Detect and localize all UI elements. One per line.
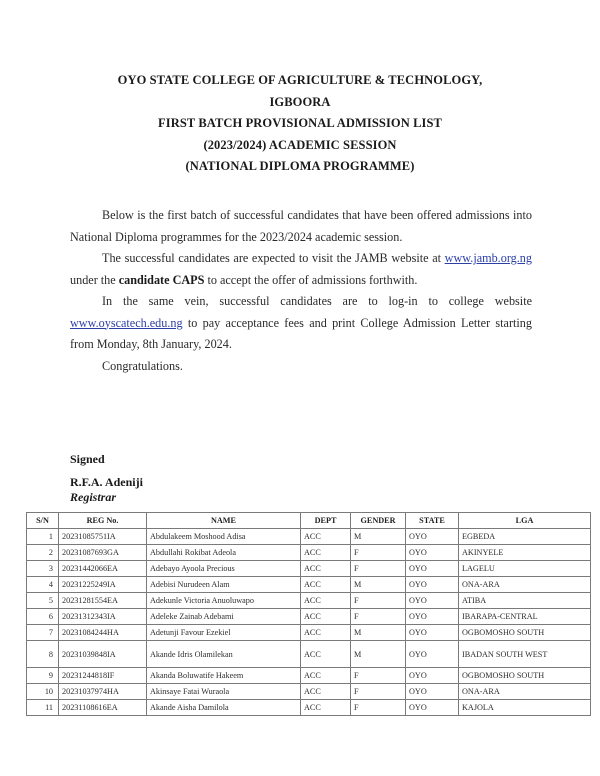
cell-sn: 3: [27, 561, 59, 577]
header-state: STATE: [406, 513, 459, 529]
cell-state: OYO: [406, 684, 459, 700]
table-row: [27, 641, 591, 668]
signatory-title: Registrar: [70, 490, 117, 504]
cell-reg-no: 20231039848IA: [59, 641, 147, 668]
cell-name: Akinsaye Fatai Wuraola: [147, 684, 301, 700]
cell-reg-no: 20231037974HA: [59, 684, 147, 700]
table-header-row: [27, 513, 591, 529]
cell-dept: ACC: [301, 545, 351, 561]
letter-body: [70, 205, 532, 377]
cell-state: OYO: [406, 625, 459, 641]
cell-reg-no: 20231108616EA: [59, 700, 147, 716]
congratulations-text: Congratulations.: [102, 358, 183, 373]
cell-name: Adekunle Victoria Anuoluwapo: [147, 593, 301, 609]
college-website-paragraph: [70, 291, 532, 356]
cell-gender: M: [351, 529, 406, 545]
signature-block: [70, 450, 143, 504]
cell-sn: 6: [27, 609, 59, 625]
cell-sn: 2: [27, 545, 59, 561]
candidate-caps-text: candidate CAPS: [118, 272, 205, 287]
cell-dept: ACC: [301, 593, 351, 609]
cell-gender: M: [351, 641, 406, 668]
cell-lga: OGBOMOSHO SOUTH: [459, 668, 591, 684]
cell-dept: ACC: [301, 684, 351, 700]
cell-name: Adebisi Nurudeen Alam: [147, 577, 301, 593]
cell-state: OYO: [406, 577, 459, 593]
cell-state: OYO: [406, 593, 459, 609]
jamb-paragraph: [70, 248, 532, 291]
cell-gender: F: [351, 561, 406, 577]
cell-reg-no: 20231281554EA: [59, 593, 147, 609]
cell-state: OYO: [406, 545, 459, 561]
cell-sn: 9: [27, 668, 59, 684]
cell-dept: ACC: [301, 561, 351, 577]
cell-state: OYO: [406, 529, 459, 545]
college-text-1: In the same vein, successful candidates are to log-in to college website: [102, 294, 532, 308]
cell-reg-no: 20231084244HA: [59, 625, 147, 641]
header-dept: DEPT: [301, 513, 351, 529]
cell-gender: F: [351, 545, 406, 561]
cell-name: Akande Aisha Damilola: [147, 700, 301, 716]
cell-sn: 1: [27, 529, 59, 545]
cell-lga: IBARAPA-CENTRAL: [459, 609, 591, 625]
cell-state: OYO: [406, 561, 459, 577]
jamb-text-3: to accept the offer of admissions forthwith.: [204, 272, 418, 287]
cell-reg-no: 20231244818IF: [59, 668, 147, 684]
table-row: [27, 625, 591, 641]
cell-name: Abdullahi Rokibat Adeola: [147, 545, 301, 561]
cell-sn: 5: [27, 593, 59, 609]
academic-session: (2023/2024) ACADEMIC SESSION: [203, 137, 397, 152]
cell-gender: F: [351, 684, 406, 700]
cell-gender: M: [351, 577, 406, 593]
cell-lga: AKINYELE: [459, 545, 591, 561]
cell-reg-no: 20231442066EA: [59, 561, 147, 577]
jamb-text-2: under the: [70, 272, 119, 287]
admission-table: [26, 512, 591, 716]
college-website-link[interactable]: www.oyscatech.edu.ng: [70, 315, 183, 330]
cell-lga: ONA-ARA: [459, 684, 591, 700]
header-gender: GENDER: [351, 513, 406, 529]
cell-lga: KAJOLA: [459, 700, 591, 716]
cell-name: Akande Idris Olamilekan: [147, 641, 301, 668]
cell-sn: 7: [27, 625, 59, 641]
cell-gender: F: [351, 609, 406, 625]
table-row: [27, 561, 591, 577]
cell-sn: 11: [27, 700, 59, 716]
cell-state: OYO: [406, 641, 459, 668]
table-row: [27, 593, 591, 609]
table-row: [27, 545, 591, 561]
table-row: [27, 684, 591, 700]
cell-dept: ACC: [301, 641, 351, 668]
signed-label: Signed: [70, 452, 105, 466]
list-title: FIRST BATCH PROVISIONAL ADMISSION LIST: [158, 116, 442, 130]
college-name: OYO STATE COLLEGE OF AGRICULTURE & TECHNOLOGY,: [117, 73, 483, 87]
cell-lga: IBADAN SOUTH WEST: [459, 641, 591, 668]
cell-dept: ACC: [301, 529, 351, 545]
cell-dept: ACC: [301, 668, 351, 684]
cell-reg-no: 20231087693GA: [59, 545, 147, 561]
college-text-2: to pay acceptance fees and print College Admission Letter starting from Monday, 8th January, 2024.: [70, 315, 532, 351]
signatory-name: R.F.A. Adeniji: [70, 475, 143, 489]
cell-name: Adetunji Favour Ezekiel: [147, 625, 301, 641]
header-lga: LGA: [459, 513, 591, 529]
cell-sn: 4: [27, 577, 59, 593]
table-row: [27, 529, 591, 545]
cell-gender: F: [351, 700, 406, 716]
table-row: [27, 577, 591, 593]
cell-dept: ACC: [301, 609, 351, 625]
table-row: [27, 700, 591, 716]
cell-dept: ACC: [301, 577, 351, 593]
jamb-text-1: The successful candidates are expected to visit the JAMB website at: [102, 251, 445, 265]
cell-name: Akanda Boluwatife Hakeem: [147, 668, 301, 684]
header-reg-no: REG No.: [59, 513, 147, 529]
cell-lga: EGBEDA: [459, 529, 591, 545]
jamb-website-link[interactable]: www.jamb.org.ng: [444, 251, 532, 265]
table-row: [27, 609, 591, 625]
cell-lga: ONA-ARA: [459, 577, 591, 593]
cell-reg-no: 20231312343IA: [59, 609, 147, 625]
cell-state: OYO: [406, 609, 459, 625]
cell-dept: ACC: [301, 700, 351, 716]
cell-gender: F: [351, 593, 406, 609]
cell-name: Adeleke Zainab Adebami: [147, 609, 301, 625]
document-heading: [60, 70, 540, 178]
cell-name: Adebayo Ayoola Precious: [147, 561, 301, 577]
cell-lga: ATIBA: [459, 593, 591, 609]
cell-lga: LAGELU: [459, 561, 591, 577]
programme-name: (NATIONAL DIPLOMA PROGRAMME): [185, 159, 415, 173]
cell-reg-no: 20231225249IA: [59, 577, 147, 593]
cell-name: Abdulakeem Moshood Adisa: [147, 529, 301, 545]
header-sn: S/N: [27, 513, 59, 529]
cell-state: OYO: [406, 668, 459, 684]
cell-dept: ACC: [301, 625, 351, 641]
cell-gender: M: [351, 625, 406, 641]
cell-lga: OGBOMOSHO SOUTH: [459, 625, 591, 641]
intro-paragraph: Below is the first batch of successful candidates that have been offered admissions into National Diploma programmes for the 2023/2024 academic session.: [70, 208, 532, 244]
cell-state: OYO: [406, 700, 459, 716]
header-name: NAME: [147, 513, 301, 529]
cell-reg-no: 20231085751IA: [59, 529, 147, 545]
table-row: [27, 668, 591, 684]
cell-sn: 10: [27, 684, 59, 700]
cell-gender: F: [351, 668, 406, 684]
cell-sn: 8: [27, 641, 59, 668]
college-location: IGBOORA: [269, 94, 331, 109]
